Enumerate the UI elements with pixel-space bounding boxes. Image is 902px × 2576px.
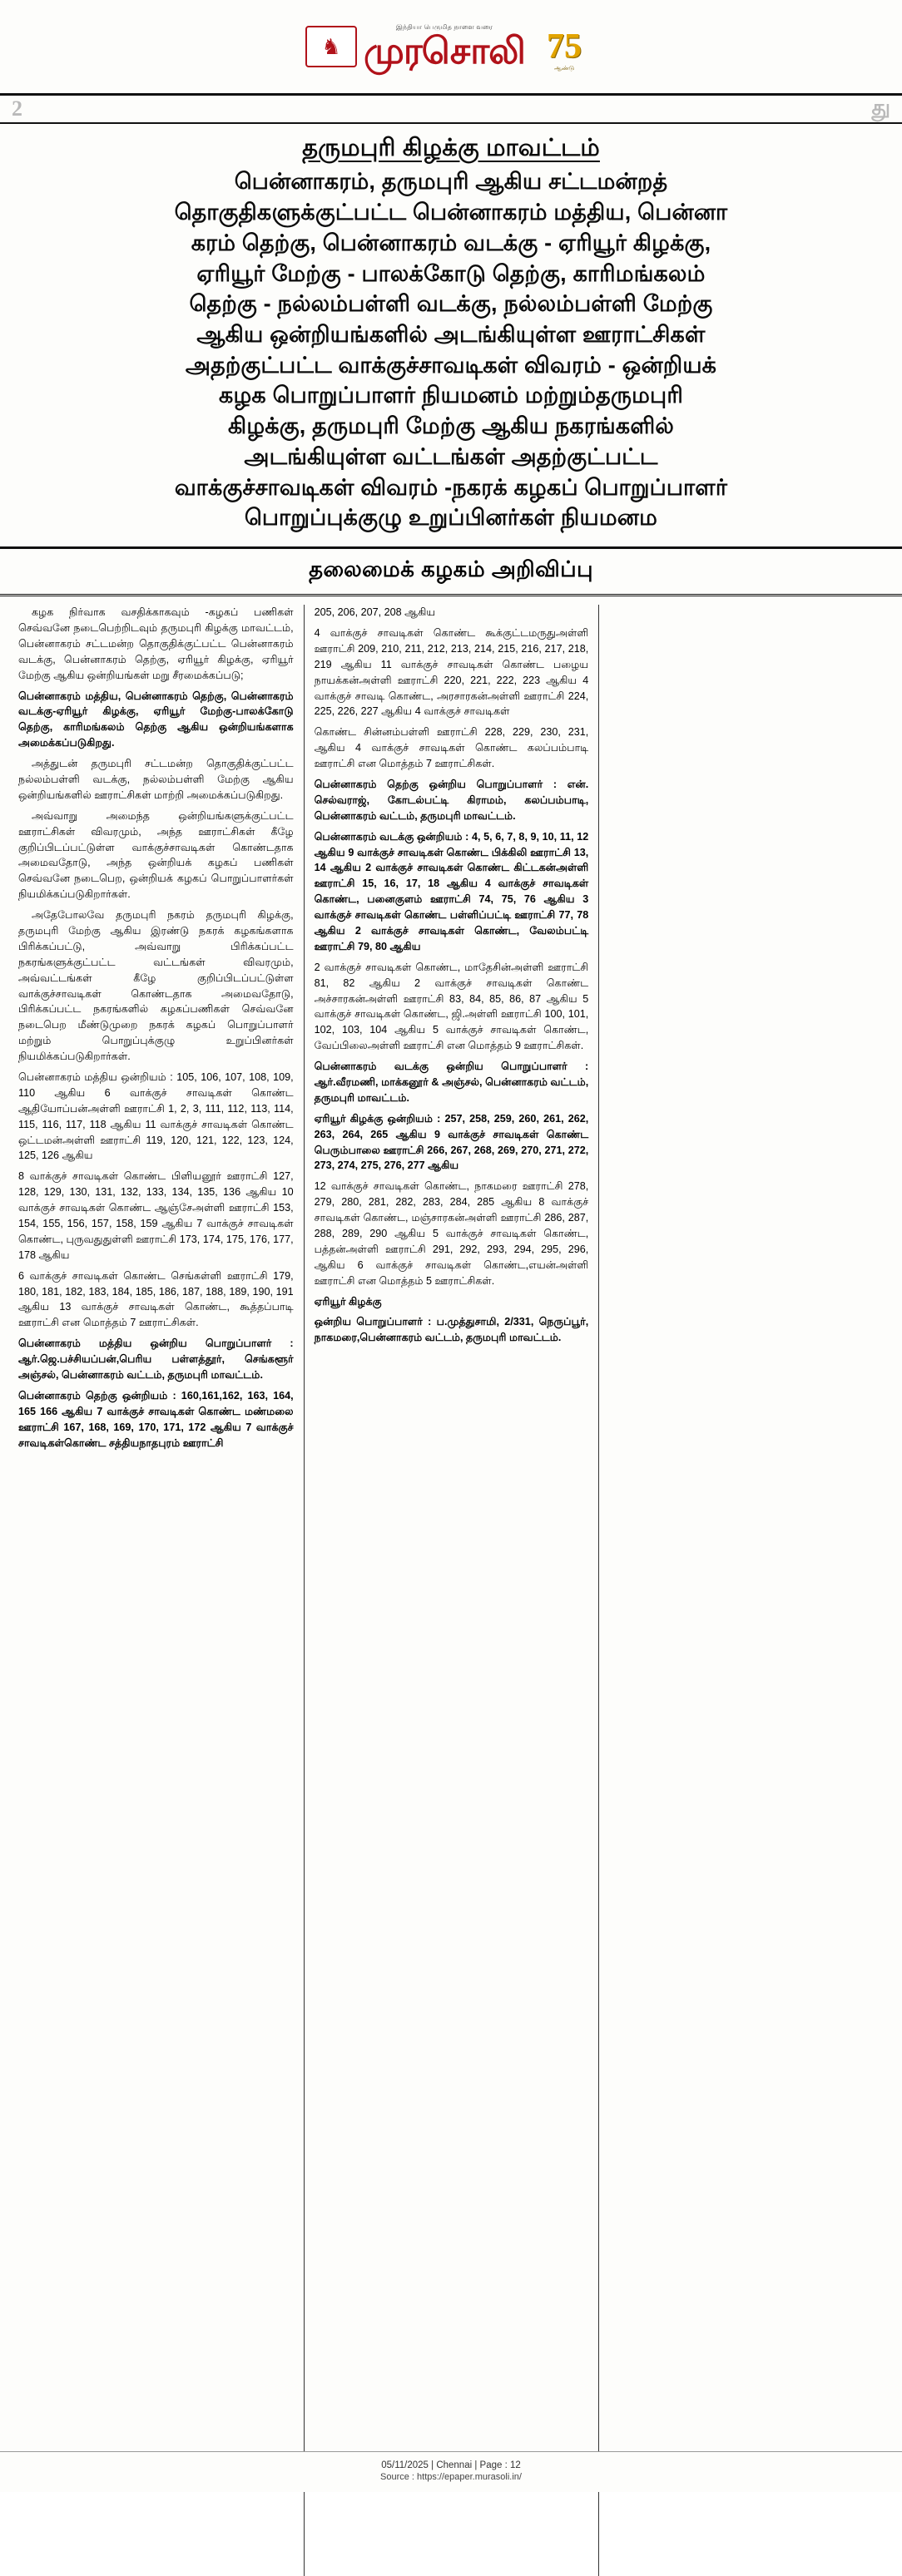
headline-line: ஏரியூர் மேற்கு - பாலக்கோடு தெற்கு, காரிமங்கலம்: [196, 260, 706, 286]
anniversary-label: ஆண்டு: [553, 66, 574, 72]
masthead-tagline: இந்தியா பெருமித நாளை வரை: [395, 23, 493, 31]
paragraph: 12 வாக்குச் சாவடிகள் கொண்ட, நாகமரை ஊராட்சி 278, 279, 280, 281, 282, 283, 284, 285 ஆகிய 8 வாக்குச் சாவடிகள் கொண்ட, மஞ்சாரகன்அள்ளி ஊராட்சி 286, 287, 288, 289, 290 ஆகிய 5 வாக்குச் சாவடிகள் கொண்ட, பத்தன்அள்ளி ஊராட்சி 291, 292, 293, 294, 295, 296, ஆகிய 6 வாக்குச் சாவடிகள் கொண்ட,எயன்அள்ளி ஊராட்சி என மொத்தம் 5 ஊராட்சிகள்.: [314, 1180, 589, 1287]
page-footer: [0, 2451, 902, 2492]
paragraph: அத்துடன் தருமபுரி சட்டமன்ற தொகுதிக்குட்பட்ட நல்லம்பள்ளி வடக்கு, நல்லம்பள்ளி மேற்கு ஆகிய ஒன்றியங்களில் ஊராட்சிகள் மாற்றி அமைக்கப்படுகிறது.: [18, 758, 294, 801]
paragraph: பென்னாகரம் மத்திய, பென்னாகரம் தெற்கு, பென்னாகரம் வடக்கு-ஏரியூர் கிழக்கு, ஏரியூர் மேற்கு-பாலக்கோடு தெற்கு, காரிமங்கலம் தெற்கு ஆகிய ஒன்றியங்களாக அமைக்கப்படுகிறது.: [18, 690, 294, 749]
paragraph: பென்னாகரம் தெற்கு ஒன்றிய பொறுப்பாளர் : என். செல்வராஜ், கோடல்பட்டி கிராமம், கலப்பம்பாடி, பென்னாகரம் வட்டம், தருமபுரி மாவட்டம்.: [314, 778, 589, 822]
page-edge-row: [0, 96, 902, 124]
headline-line: தெற்கு - நல்லம்பள்ளி வடக்கு, நல்லம்பள்ளி மேற்கு: [189, 291, 713, 317]
paragraph: அதேபோலவே தருமபுரி நகரம் தருமபுரி கிழக்கு, தருமபுரி மேற்கு ஆகிய இரண்டு நகரக் கழகங்களாக பிரிக்கப்பட்டு, அவ்வாறு பிரிக்கப்பட்ட நகரங்களுக்குட்பட்ட வட்டங்கள் விவரமும், அவ்வட்டங்கள் கீழே குறிப்பிடப்பட்டுள்ள வாக்குச்சாவடிகள் கொண்டதாக அமைவதோடு, பிரிக்கப்பட்ட நகரங்களில் கழகப்பணிகள் செவ்வனே நடைபெற மீண்டுமுறை நகரக் கழகப் பொறுப்பாளர் மற்றும் பொறுப்புக்குழு உறுப்பினர்கள் நியமிக்கப்படுகிறார்கள்.: [18, 909, 294, 1063]
left-edge-mark: 2: [12, 96, 22, 121]
paragraph: கொண்ட சின்னம்பள்ளி ஊராட்சி 228, 229, 230, 231, ஆகிய 4 வாக்குச் சாவடிகள் கொண்ட கலப்பம்பாடி ஊராட்சி என மொத்தம் 7 ஊராட்சிகள்.: [314, 726, 589, 770]
masthead-title: முரசொலி: [364, 31, 525, 72]
column-3: [598, 605, 894, 2576]
paragraph: ஏரியூர் கிழக்கு: [314, 1295, 382, 1308]
paragraph: 2 வாக்குச் சாவடிகள் கொண்ட, மாதேசின்அள்ளி ஊராட்சி 81, 82 ஆகிய 2 வாக்குச் சாவடிகள் கொண்ட அச்சாரகன்அள்ளி ஊராட்சி 83, 84, 85, 86, 87 ஆகிய 5 வாக்குச் சாவடிகள் கொண்ட, ஜி.அள்ளி ஊராட்சி 100, 101, 102, 103, 104 ஆகிய 5 வாக்குச் சாவடிகள் கொண்ட, வேப்பிலைஅள்ளி ஊராட்சி என மொத்தம் 9 ஊராட்சிகள்.: [314, 961, 589, 1052]
paragraph: 8 வாக்குச் சாவடிகள் கொண்ட பிளியனூர் ஊராட்சி 127, 128, 129, 130, 131, 132, 133, 134, 135, 136 ஆகிய 10 வாக்குச் சாவடிகள் கொண்ட ஆஞ்சேஅள்ளி ஊராட்சி 153, 154, 155, 156, 157, 158, 159 ஆகிய 7 வாக்குச் சாவடிகள் கொண்ட, புருவதுதுள்ளி ஊராட்சி 173, 174, 175, 176, 177, 178 ஆகிய: [18, 1170, 294, 1261]
headline-line: வாக்குச்சாவடிகள் விவரம் -நகரக் கழகப் பொறுப்பாளர்: [174, 474, 728, 500]
horse-logo-icon: [305, 26, 357, 67]
headline-line: பென்னாகரம், தருமபுரி ஆகிய சட்டமன்றத்: [234, 169, 668, 195]
paragraph: 4 வாக்குச் சாவடிகள் கொண்ட கூக்குட்டமருதுஅள்ளி ஊராட்சி 209, 210, 211, 212, 213, 214, 215, 216, 217, 218, 219 ஆகிய 11 வாக்குச் சாவடிகள் கொண்ட பழைய நாயக்கன்அள்ளி ஊராட்சி 220, 221, 222, 223 ஆகிய 4 வாக்குச் சாவடி கொண்ட, அரசாரகன்அள்ளி ஊராட்சி 224, 225, 226, 227 ஆகிய 4 வாக்குச் சாவடிகள்: [314, 626, 589, 718]
paragraph: பென்னாகரம் தெற்கு ஒன்றியம் : 160,161,162, 163, 164, 165 166 ஆகிய 7 வாக்குச் சாவடிகள் கொண்ட மண்மலை ஊராட்சி 167, 168, 169, 170, 171, 172 ஆகிய 7 வாக்குச் சாவடிகள்கொண்ட சத்தியநாதபுரம் ஊராட்சி: [18, 1389, 294, 1449]
column-2: [304, 605, 599, 2576]
footer-pageinfo: 05/11/2025 | Chennai | Page : 12: [381, 2460, 521, 2470]
headline-line: அதற்குட்பட்ட வாக்குச்சாவடிகள் விவரம் - ஒன்றியக்: [185, 352, 717, 378]
headline-line: கழக பொறுப்பாளர் நியமனம் மற்றும்தருமபுரி: [219, 383, 683, 408]
right-edge-mark: து: [871, 95, 890, 120]
paragraph: பென்னாகரம் மத்திய ஒன்றியம் : 105, 106, 107, 108, 109, 110 ஆகிய 6 வாக்குச் சாவடிகள் கொண்ட ஆதியோப்பன்அள்ளி ஊராட்சி 1, 2, 3, 111, 112, 113, 114, 115, 116, 117, 118 ஆகிய 11 வாக்குச் சாவடிகள் கொண்ட ஒட்டமன்அள்ளி ஊராட்சி 119, 120, 121, 122, 123, 124, 125, 126 ஆகிய: [18, 1071, 294, 1162]
paragraph: ஏரியூர் கிழக்கு ஒன்றியம் : 257, 258, 259, 260, 261, 262, 263, 264, 265 ஆகிய 9 வாக்குச் சாவடிகள் கொண்ட பெரும்பாலை ஊராட்சி 266, 267, 268, 269, 270, 271, 272, 273, 274, 275, 276, 277 ஆகிய: [314, 1112, 589, 1172]
headline-line: தொகுதிகளுக்குட்பட்ட பென்னாகரம் மத்திய, பென்னா: [174, 200, 728, 225]
headline-line: பொறுப்புக்குழு உறுப்பினர்கள் நியமனம: [244, 505, 658, 531]
masthead: [0, 0, 902, 96]
masthead-inner: [305, 17, 597, 76]
paragraph: 6 வாக்குச் சாவடிகள் கொண்ட செங்கள்ளி ஊராட்சி 179, 180, 181, 182, 183, 184, 185, 186, 187, 188, 189, 190, 191 ஆகிய 13 வாக்குச் சாவடிகள் கொண்ட, கூத்தப்பாடி ஊராட்சி என மொத்தம் 7 ஊராட்சிகள்.: [18, 1269, 294, 1329]
anniversary-number: 75: [547, 27, 582, 66]
anniversary-badge: [532, 17, 597, 76]
paragraph: அவ்வாறு அமைந்த ஒன்றியங்களுக்குட்பட்ட ஊராட்சிகள் விவரமும், அந்த ஊராட்சிகள் கீழே குறிப்பிடப்பட்டுள்ள வாக்குச்சாவடிகள் கொண்டதாக அமைவதோடு, அந்த ஒன்றியக் கழகப் பணிகள் செவ்வனே நடைபெற, ஒன்றியக் கழகப் பொறுப்பாளர்கள் நியமிக்கப்படுகிறார்கள்.: [18, 809, 294, 901]
headline-line: தருமபுரி கிழக்கு மாவட்டம்: [302, 135, 600, 161]
paragraph: ஒன்றிய பொறுப்பாளர் : ப.முத்துசாமி, 2/331, நெருப்பூர், நாகமரை,பென்னாகரம் வட்டம், தருமபுரி மாவட்டம்.: [314, 1316, 589, 1344]
paragraph: பென்னாகரம் வடக்கு ஒன்றிய பொறுப்பாளர் : ஆர்.வீரமணி, மாக்கனூர் & அஞ்சல், பென்னாகரம் வட்டம், தருமபுரி மாவட்டம்.: [314, 1061, 589, 1104]
paragraph: பென்னாகரம் மத்திய ஒன்றிய பொறுப்பாளர் : ஆர்.ஜெ.பச்சியப்பன்,பெரிய பள்ளத்தூர், செங்களூர் அஞ்சல், பென்னாகரம் வட்டம், தருமபுரி மாவட்டம்.: [18, 1337, 294, 1382]
headline-line: அடங்கியுள்ள வட்டங்கள் அதற்குட்பட்ட: [244, 443, 658, 469]
paragraph: 205, 206, 207, 208 ஆகிய: [314, 606, 436, 619]
paragraph: பென்னாகரம் வடக்கு ஒன்றியம் : 4, 5, 6, 7, 8, 9, 10, 11, 12 ஆகிய 9 வாக்குச் சாவடிகள் கொண்ட பிக்கிலி ஊராட்சி 13, 14 ஆகிய 2 வாக்குச் சாவடிகள் கொண்ட கிட்டகன்அள்ளி ஊராட்சி 15, 16, 17, 18 ஆகிய 4 வாக்குச் சாவடிகள் கொண்ட, பனைகுளம் ஊராட்சி 74, 75, 76 ஆகிய 3 வாக்குச் சாவடிகள் கொண்ட பள்ளிப்பட்டி ஊராட்சி 77, 78 ஆகிய 2 வாக்குச் சாவடிகள் கொண்ட, வேலம்பட்டி ஊராட்சி 79, 80 ஆகிய: [314, 830, 589, 952]
footer-source: Source : https://epaper.murasoli.in/: [380, 2472, 522, 2482]
horse-glyph: ♞: [321, 34, 341, 59]
headline-line: கரம் தெற்கு, பென்னாகரம் வடக்கு - ஏரியூர் கிழக்கு,: [191, 230, 711, 255]
headline-line: ஆகிய ஒன்றியங்களில் அடங்கியுள்ள ஊராட்சிகள்: [196, 322, 706, 348]
section-banner: [0, 548, 902, 596]
headline-line: கிழக்கு, தருமபுரி மேற்கு ஆகிய நகரங்களில்: [228, 413, 674, 439]
paragraph: கழக நிர்வாக வசதிக்காகவும் -கழகப் பணிகள் செவ்வனே நடைபெற்றிடவும் தருமபுரி கிழக்கு மாவட்டம், பென்னாகரம் சட்டமன்ற தொகுதிக்குட்பட்ட பென்னாகரம் வடக்கு, பென்னாகரம் தெற்கு, ஏரியூர் கிழக்கு, ஏரியூர் மேற்கு ஆகிய ஒன்றியங்கள் மறு சீரமைக்கப்படு;: [18, 606, 294, 681]
column-1: [8, 605, 304, 2576]
article-columns: [0, 596, 902, 2576]
headline-block: [0, 124, 902, 548]
section-banner-title: தலைமைக் கழகம் அறிவிப்பு: [309, 556, 593, 582]
